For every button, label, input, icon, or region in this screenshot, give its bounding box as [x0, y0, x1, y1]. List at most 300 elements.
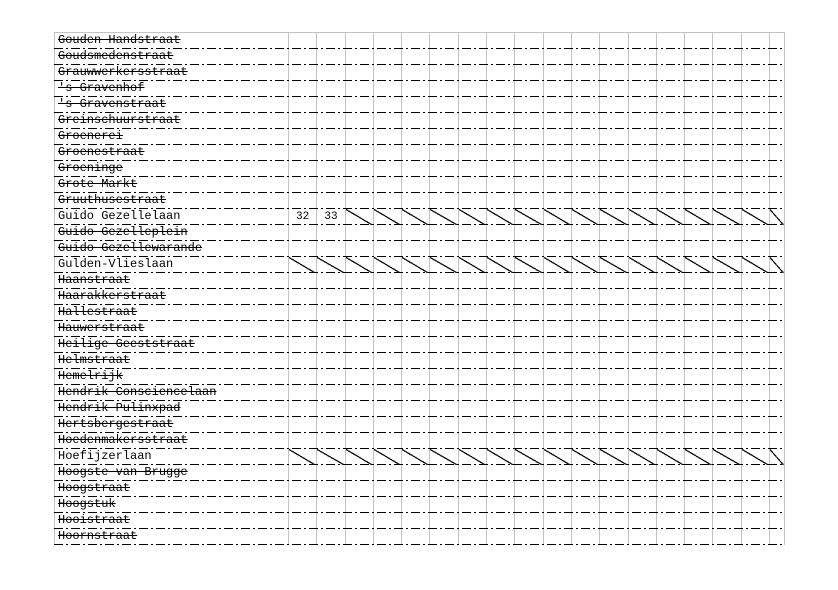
street-name-text: Hoedenmakersstraat: [58, 433, 188, 447]
street-name: [55, 241, 288, 257]
grid-cell: [458, 385, 486, 401]
grid-cell: [684, 497, 712, 513]
grid-cell: [429, 513, 457, 529]
grid-cell: [514, 129, 542, 145]
grid-cell: [543, 529, 571, 545]
grid-cell: [288, 177, 316, 193]
grid-cell: [373, 241, 401, 257]
hatch-cell: [712, 257, 740, 273]
grid-cell: [429, 497, 457, 513]
grid-cell: [684, 481, 712, 497]
grid-cell: [288, 289, 316, 305]
table-row: [55, 257, 784, 273]
grid-cell: [712, 225, 740, 241]
grid-cell: [458, 81, 486, 97]
grid-cell: [345, 129, 373, 145]
grid-cell: [288, 241, 316, 257]
hatch-cell: [599, 449, 627, 465]
hatch-cell: [571, 449, 599, 465]
street-name-text: Helmstraat: [58, 353, 131, 367]
grid-cell: [656, 401, 684, 417]
grid-cell: [628, 161, 656, 177]
grid-cell: [769, 465, 784, 481]
grid-cell: [628, 49, 656, 65]
grid-cell: [769, 33, 784, 49]
cell-value: 32: [288, 209, 316, 225]
street-name: [55, 81, 288, 97]
grid-cell: [571, 417, 599, 433]
table-row: [55, 385, 784, 401]
grid-cell: [712, 241, 740, 257]
street-name: [55, 257, 288, 273]
grid-cell: [543, 97, 571, 113]
grid-cell: [288, 129, 316, 145]
grid-cell: [486, 97, 514, 113]
table-row: [55, 481, 784, 497]
grid-cell: [712, 481, 740, 497]
table-row: [55, 81, 784, 97]
grid-cell: [514, 337, 542, 353]
hatch-cell: [401, 257, 429, 273]
grid-cell: [345, 49, 373, 65]
grid-cell: [514, 33, 542, 49]
grid-cell: [684, 33, 712, 49]
grid-cell: [458, 417, 486, 433]
grid-cell: [486, 113, 514, 129]
grid-cell: [288, 161, 316, 177]
grid-cell: [741, 513, 769, 529]
grid-cell: [769, 353, 784, 369]
table-row: [55, 97, 784, 113]
grid-cell: [712, 497, 740, 513]
grid-cell: [316, 129, 344, 145]
street-name-text: Gulden-Vlieslaan: [58, 257, 174, 271]
hatch-cell: [656, 209, 684, 225]
grid-cell: [458, 161, 486, 177]
grid-cell: [458, 337, 486, 353]
grid-cell: [543, 241, 571, 257]
grid-cell: [769, 129, 784, 145]
grid-cell: [684, 337, 712, 353]
grid-cell: [514, 465, 542, 481]
grid-cell: [628, 33, 656, 49]
grid-cell: [345, 289, 373, 305]
grid-cell: [656, 337, 684, 353]
hatch-cell: [628, 257, 656, 273]
grid-cell: [401, 465, 429, 481]
grid-cell: [741, 353, 769, 369]
grid-cell: [288, 337, 316, 353]
grid-cell: [401, 481, 429, 497]
street-name-text: Groenerei: [58, 129, 123, 143]
grid-cell: [741, 225, 769, 241]
grid-cell: [486, 513, 514, 529]
grid-cell: [288, 369, 316, 385]
grid-cell: [429, 289, 457, 305]
grid-cell: [429, 49, 457, 65]
grid-cell: [458, 273, 486, 289]
hatch-cell: [543, 209, 571, 225]
grid-cell: [401, 433, 429, 449]
grid-cell: [316, 49, 344, 65]
grid-cell: [684, 321, 712, 337]
grid-cell: [741, 289, 769, 305]
grid-cell: [401, 161, 429, 177]
grid-cell: [514, 369, 542, 385]
table-row: [55, 449, 784, 465]
street-name: [55, 337, 288, 353]
grid-cell: [599, 97, 627, 113]
grid-cell: [543, 401, 571, 417]
grid-cell: [458, 529, 486, 545]
grid-cell: [684, 385, 712, 401]
grid-cell: [345, 305, 373, 321]
grid-cell: [401, 417, 429, 433]
grid-cell: [401, 113, 429, 129]
grid-cell: [401, 497, 429, 513]
grid-cell: [373, 65, 401, 81]
grid-cell: [543, 289, 571, 305]
grid-cell: [429, 65, 457, 81]
hatch-cell: [514, 257, 542, 273]
grid-cell: [543, 193, 571, 209]
grid-cell: [401, 321, 429, 337]
grid-cell: [345, 145, 373, 161]
street-name-text: Goudsmedenstraat: [58, 49, 174, 63]
grid-cell: [401, 225, 429, 241]
grid-cell: [656, 273, 684, 289]
street-name-text: Guido Gezelleplein: [58, 225, 188, 239]
grid-cell: [741, 369, 769, 385]
grid-cell: [571, 81, 599, 97]
grid-cell: [712, 385, 740, 401]
grid-cell: [316, 385, 344, 401]
street-name-text: Hoogstraat: [58, 481, 131, 495]
grid-cell: [543, 513, 571, 529]
street-name: [55, 529, 288, 545]
grid-cell: [458, 465, 486, 481]
grid-cell: [373, 33, 401, 49]
grid-cell: [345, 433, 373, 449]
grid-cell: [288, 193, 316, 209]
grid-cell: [514, 321, 542, 337]
street-name-text: Haarakkerstraat: [58, 289, 167, 303]
grid-cell: [741, 305, 769, 321]
grid-cell: [514, 353, 542, 369]
grid-cell: [373, 465, 401, 481]
grid-cell: [656, 81, 684, 97]
grid-cell: [769, 417, 784, 433]
grid-cell: [486, 289, 514, 305]
street-name: [55, 161, 288, 177]
grid-cell: [486, 337, 514, 353]
street-name: [55, 497, 288, 513]
grid-cell: [571, 225, 599, 241]
grid-cell: [345, 417, 373, 433]
grid-cell: [345, 513, 373, 529]
grid-cell: [429, 177, 457, 193]
street-name-text: Grauwwerkersstraat: [58, 65, 188, 79]
grid-cell: [628, 225, 656, 241]
grid-cell: [514, 145, 542, 161]
hatch-cell: [401, 449, 429, 465]
grid-cell: [514, 497, 542, 513]
street-name: [55, 273, 288, 289]
hatch-cell: [628, 209, 656, 225]
grid-cell: [543, 113, 571, 129]
grid-cell: [514, 241, 542, 257]
street-name: [55, 449, 288, 465]
grid-cell: [656, 321, 684, 337]
table-row: [55, 33, 784, 49]
grid-cell: [741, 401, 769, 417]
grid-cell: [712, 33, 740, 49]
grid-cell: [373, 385, 401, 401]
grid-cell: [741, 481, 769, 497]
grid-cell: [429, 225, 457, 241]
grid-cell: [543, 369, 571, 385]
grid-cell: [316, 193, 344, 209]
grid-cell: [514, 401, 542, 417]
grid-cell: [741, 129, 769, 145]
grid-cell: [514, 305, 542, 321]
table-row: [55, 193, 784, 209]
grid-cell: [486, 465, 514, 481]
grid-cell: [656, 385, 684, 401]
hatch-cell: [486, 257, 514, 273]
grid-cell: [401, 353, 429, 369]
hatch-cell: [429, 449, 457, 465]
grid-cell: [656, 161, 684, 177]
grid-cell: [345, 465, 373, 481]
grid-cell: [429, 129, 457, 145]
grid-cell: [373, 513, 401, 529]
grid-cell: [345, 353, 373, 369]
grid-cell: [316, 145, 344, 161]
grid-cell: [373, 129, 401, 145]
grid-cell: [486, 401, 514, 417]
grid-cell: [345, 193, 373, 209]
street-name: [55, 289, 288, 305]
grid-cell: [769, 337, 784, 353]
grid-cell: [543, 177, 571, 193]
grid-cell: [684, 65, 712, 81]
grid-cell: [628, 193, 656, 209]
grid-cell: [429, 417, 457, 433]
grid-cell: [571, 177, 599, 193]
grid-cell: [599, 161, 627, 177]
grid-cell: [458, 497, 486, 513]
grid-cell: [571, 353, 599, 369]
street-name: [55, 33, 288, 49]
grid-cell: [571, 49, 599, 65]
table-row: [55, 289, 784, 305]
grid-cell: [373, 497, 401, 513]
grid-cell: [543, 273, 571, 289]
hatch-cell: [373, 449, 401, 465]
grid-cell: [514, 49, 542, 65]
grid-cell: [656, 225, 684, 241]
grid-cell: [288, 433, 316, 449]
hatch-cell: [401, 209, 429, 225]
grid-cell: [458, 129, 486, 145]
grid-cell: [401, 529, 429, 545]
grid-cell: [288, 481, 316, 497]
street-name: [55, 65, 288, 81]
hatch-cell: [288, 449, 316, 465]
grid-cell: [571, 305, 599, 321]
grid-cell: [656, 289, 684, 305]
grid-cell: [628, 273, 656, 289]
grid-cell: [712, 161, 740, 177]
hatch-cell: [373, 257, 401, 273]
grid-cell: [401, 273, 429, 289]
grid-cell: [373, 145, 401, 161]
street-name-text: Hendrik Consciencelaan: [58, 385, 217, 399]
grid-cell: [345, 33, 373, 49]
grid-cell: [741, 145, 769, 161]
grid-cell: [656, 433, 684, 449]
grid-cell: [712, 273, 740, 289]
grid-cell: [543, 305, 571, 321]
grid-cell: [599, 337, 627, 353]
grid-cell: [656, 49, 684, 65]
grid-cell: [599, 305, 627, 321]
grid-cell: [429, 401, 457, 417]
hatch-cell: [628, 449, 656, 465]
table-row: [55, 177, 784, 193]
grid-cell: [514, 113, 542, 129]
grid-cell: [288, 273, 316, 289]
grid-cell: [599, 145, 627, 161]
grid-cell: [288, 33, 316, 49]
grid-cell: [741, 465, 769, 481]
grid-cell: [769, 113, 784, 129]
table-row: [55, 497, 784, 513]
street-name: [55, 513, 288, 529]
grid-cell: [514, 177, 542, 193]
grid-cell: [288, 497, 316, 513]
grid-cell: [401, 513, 429, 529]
grid-cell: [628, 353, 656, 369]
grid-cell: [514, 289, 542, 305]
street-name: [55, 417, 288, 433]
grid-cell: [429, 481, 457, 497]
grid-cell: [712, 433, 740, 449]
grid-cell: [599, 321, 627, 337]
grid-cell: [543, 161, 571, 177]
grid-cell: [684, 113, 712, 129]
grid-cell: [571, 97, 599, 113]
grid-cell: [458, 225, 486, 241]
grid-cell: [288, 49, 316, 65]
grid-cell: [316, 497, 344, 513]
grid-cell: [599, 49, 627, 65]
grid-cell: [712, 513, 740, 529]
grid-cell: [712, 321, 740, 337]
grid-cell: [288, 145, 316, 161]
grid-cell: [429, 97, 457, 113]
grid-cell: [543, 337, 571, 353]
grid-cell: [741, 33, 769, 49]
grid-cell: [712, 337, 740, 353]
grid-cell: [373, 305, 401, 321]
hatch-cell: [316, 449, 344, 465]
grid-cell: [288, 353, 316, 369]
grid-cell: [656, 529, 684, 545]
grid-cell: [571, 401, 599, 417]
grid-cell: [316, 401, 344, 417]
grid-cell: [514, 481, 542, 497]
table-row: [55, 529, 784, 545]
grid-cell: [316, 177, 344, 193]
hatch-cell: [769, 449, 784, 465]
grid-cell: [316, 225, 344, 241]
grid-cell: [769, 497, 784, 513]
grid-cell: [316, 337, 344, 353]
grid-cell: [599, 433, 627, 449]
grid-cell: [741, 321, 769, 337]
grid-cell: [429, 465, 457, 481]
grid-cell: [656, 177, 684, 193]
grid-cell: [769, 481, 784, 497]
street-name: [55, 385, 288, 401]
grid-cell: [514, 65, 542, 81]
grid-cell: [628, 129, 656, 145]
grid-cell: [769, 529, 784, 545]
grid-cell: [599, 177, 627, 193]
street-name-text: Hoefijzerlaan: [58, 449, 152, 463]
grid-cell: [684, 161, 712, 177]
street-name-text: Guido Gezellewarande: [58, 241, 203, 255]
grid-cell: [628, 65, 656, 81]
grid-cell: [345, 321, 373, 337]
grid-cell: [684, 353, 712, 369]
grid-cell: [543, 145, 571, 161]
table-row: [55, 273, 784, 289]
hatch-cell: [514, 449, 542, 465]
street-name: [55, 97, 288, 113]
street-name: [55, 193, 288, 209]
hatch-cell: [486, 209, 514, 225]
table-row: [55, 369, 784, 385]
grid-cell: [599, 353, 627, 369]
grid-cell: [769, 193, 784, 209]
grid-cell: [458, 33, 486, 49]
grid-cell: [345, 177, 373, 193]
grid-cell: [571, 465, 599, 481]
grid-cell: [741, 113, 769, 129]
grid-cell: [345, 225, 373, 241]
street-name-text: Haanstraat: [58, 273, 131, 287]
grid-cell: [712, 465, 740, 481]
grid-cell: [741, 161, 769, 177]
grid-cell: [628, 401, 656, 417]
grid-cell: [741, 529, 769, 545]
grid-cell: [628, 417, 656, 433]
grid-cell: [656, 369, 684, 385]
grid-cell: [599, 113, 627, 129]
hatch-cell: [288, 257, 316, 273]
grid-cell: [429, 81, 457, 97]
grid-cell: [401, 193, 429, 209]
hatch-cell: [429, 209, 457, 225]
table-row: [55, 209, 784, 225]
grid-cell: [769, 81, 784, 97]
grid-cell: [458, 241, 486, 257]
grid-cell: [458, 321, 486, 337]
street-name-text: Hertsbergestraat: [58, 417, 174, 431]
